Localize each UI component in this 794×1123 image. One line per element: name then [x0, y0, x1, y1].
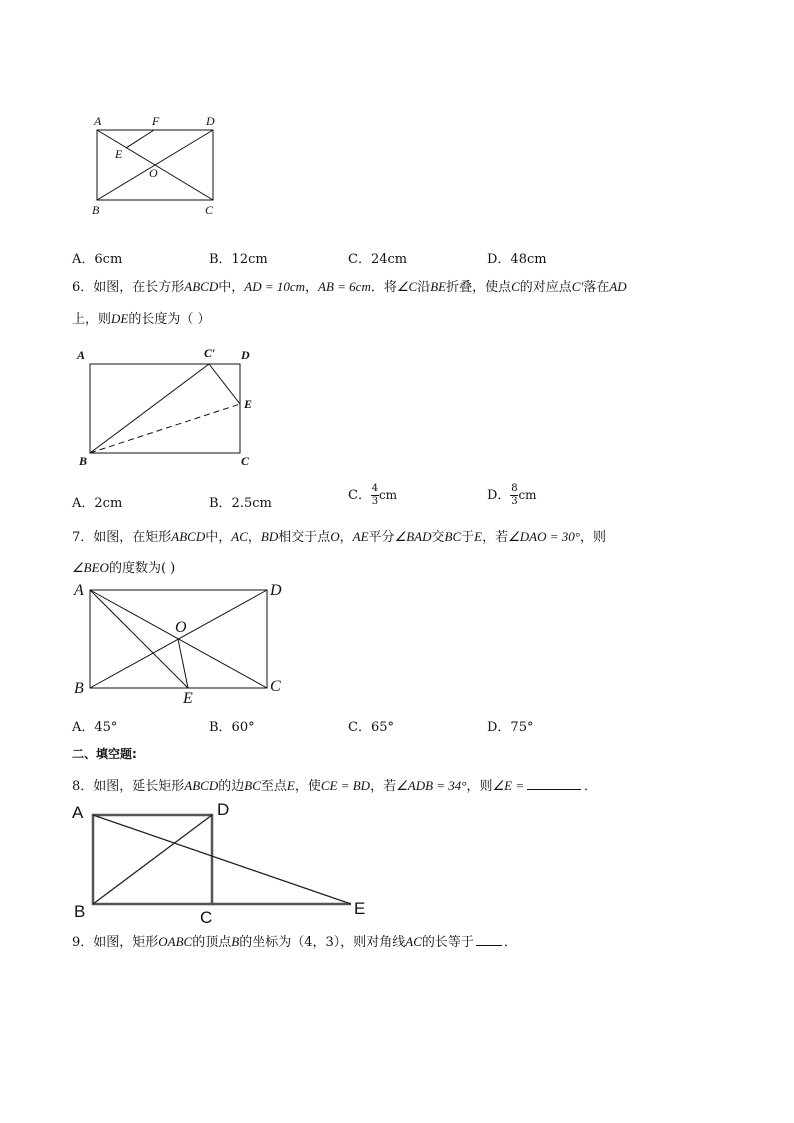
fig8-label-b: B: [74, 902, 86, 921]
fig7-label-b: B: [74, 680, 84, 697]
q6-option-c: C． $\frac{4}{3}$ cm: [348, 483, 398, 507]
fig5-label-o: O: [149, 166, 158, 180]
fig5-label-e: E: [115, 147, 123, 161]
fig6-label-a: A: [77, 348, 86, 362]
fig7-label-a: A: [74, 582, 84, 599]
q6-question-line1: 6．如图，在长方形ABCD中，AD = 10cm，AB = 6cm．将∠C沿BE折叠，使点C的对应点C′落在AD: [72, 279, 627, 295]
fig7-label-c: C: [270, 678, 281, 695]
q7-question-line1: 7．如图，在矩形ABCD中，AC，BD相交于点O，AE平分∠BAD交BC于E，若∠DAO = 30°，则: [72, 529, 606, 545]
fig5-label-a: A: [94, 114, 102, 128]
fig8-line-ae: [93, 815, 351, 904]
q5-option-d: D．48cm: [487, 252, 547, 267]
fig8-label-e: E: [354, 899, 366, 918]
q7-option-b: B．60°: [209, 720, 255, 735]
q6-option-c-fraction: $\frac{4}{3}$: [371, 483, 379, 507]
fig6-label-b: B: [79, 454, 88, 468]
q5-option-a: A．6cm: [72, 252, 123, 267]
fig5-label-f: F: [152, 114, 160, 128]
section-heading-fill-in: 二、填空题:: [72, 747, 137, 761]
fig5-label-d: D: [206, 114, 215, 128]
q5-option-c: C．24cm: [348, 252, 408, 267]
fig5-label-c: C: [205, 203, 214, 217]
q6-option-b: B．2.5cm: [209, 496, 272, 511]
q8-question: 8．如图，延长矩形ABCD的边BC至点E，使CE = BD，若∠ADB = 34°，则∠E = ．: [72, 778, 598, 794]
fig6-label-c: C: [241, 454, 250, 468]
fig7-label-d: D: [270, 582, 282, 599]
q9-answer-blank[interactable]: [476, 933, 502, 946]
fig5-label-b: B: [92, 203, 100, 217]
q7-option-d: D．75°: [487, 720, 534, 735]
fig8-diagonal-bd: [93, 815, 212, 904]
q6-question-line2: 上，则DE的长度为（ ）: [72, 311, 211, 327]
fig6-label-d: D: [241, 348, 250, 362]
q9-question: 9．如图，矩形OABC的顶点B的坐标为（4，3），则对角线AC的长等于 ．: [72, 934, 517, 950]
fig7-label-e: E: [183, 690, 193, 707]
fig7-label-o: O: [175, 619, 187, 636]
fig8-label-a: A: [72, 803, 84, 822]
q6-option-d: D． $\frac{8}{3}$ cm: [487, 483, 537, 507]
q6-option-a: A．2cm: [72, 496, 123, 511]
fig6-label-cprime: C′: [204, 346, 216, 360]
q7-question-line2: ∠BEO的度数为( ): [72, 560, 176, 576]
fig8-label-d: D: [217, 800, 230, 819]
q7-option-c: C．65°: [348, 720, 394, 735]
fig6-label-e: E: [244, 397, 253, 411]
q7-option-a: A．45°: [72, 720, 118, 735]
q6-option-d-fraction: $\frac{8}{3}$: [511, 483, 518, 507]
q5-option-b: B．12cm: [209, 252, 268, 267]
fig8-label-c: C: [200, 908, 213, 927]
